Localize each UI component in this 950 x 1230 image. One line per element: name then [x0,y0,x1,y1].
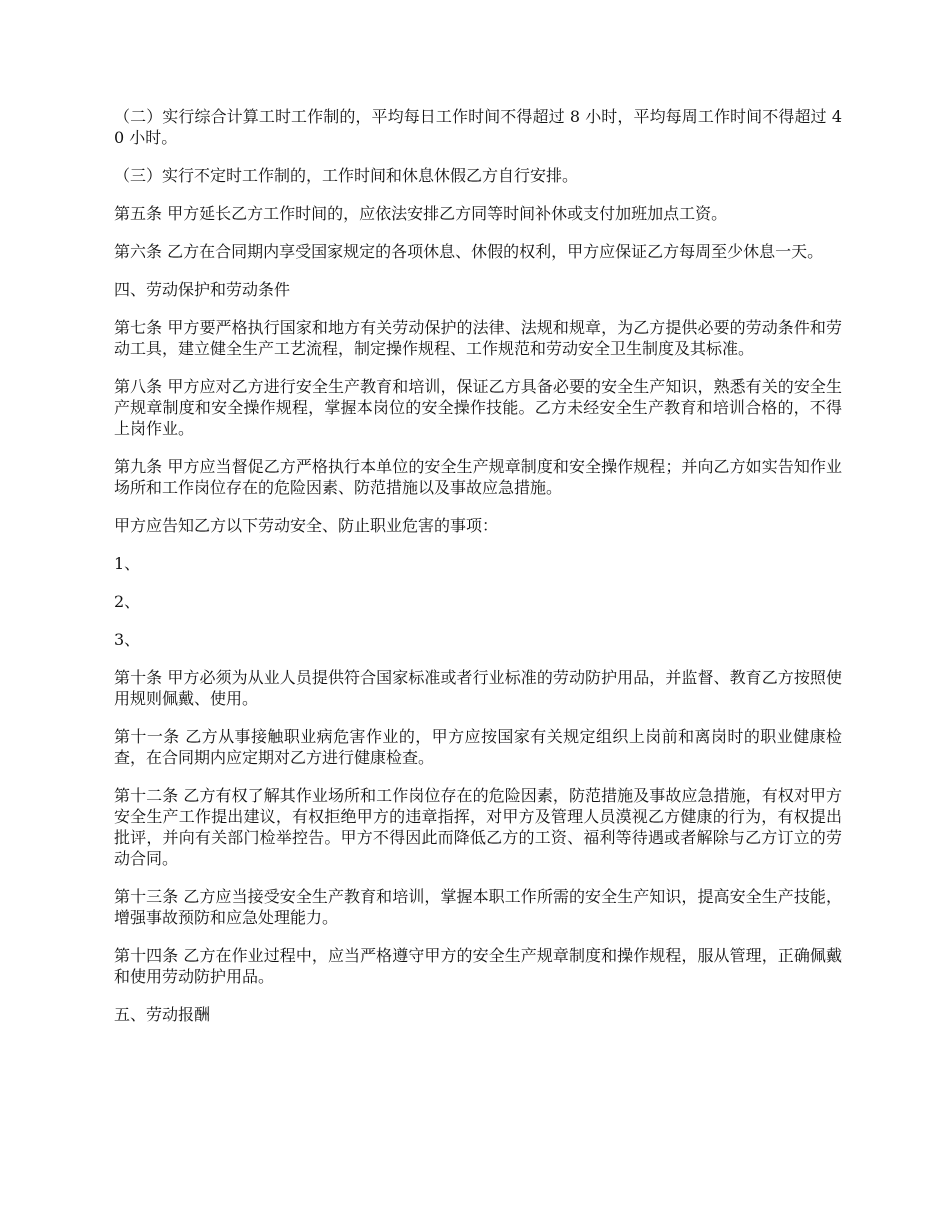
list-item-3: 3、 [114,630,141,649]
section-heading-labor-protection: 四、劳动保护和劳动条件 [114,280,291,299]
document-page [114,106,842,1042]
article-9: 第九条 甲方应当督促乙方严格执行本单位的安全生产规章制度和安全操作规程；并向乙方如实告知作业场所和工作岗位存在的危险因素、防范措施以及事故应急措施。 [114,457,842,497]
article-5: 第五条 甲方延长乙方工作时间的，应依法安排乙方同等时间补休或支付加班加点工资。 [114,204,728,223]
safety-notice-intro: 甲方应告知乙方以下劳动安全、防止职业危害的事项： [114,516,499,535]
paragraph-comprehensive-hours: （二）实行综合计算工时工作制的，平均每日工作时间不得超过 8 小时，平均每周工作时间不得超过 40 小时。 [114,107,842,147]
article-14: 第十四条 乙方在作业过程中，应当严格遵守甲方的安全生产规章制度和操作规程，服从管理，正确佩戴和使用劳动防护用品。 [114,946,842,986]
section-heading-remuneration: 五、劳动报酬 [114,1005,211,1024]
paragraph-flexible-hours: （三）实行不定时工作制的，工作时间和休息休假乙方自行安排。 [114,166,579,185]
article-10: 第十条 甲方必须为从业人员提供符合国家标准或者行业标准的劳动防护用品，并监督、教育乙方按照使用规则佩戴、使用。 [114,668,842,708]
article-7: 第七条 甲方要严格执行国家和地方有关劳动保护的法律、法规和规章，为乙方提供必要的劳动条件和劳动工具，建立健全生产工艺流程，制定操作规程、工作规范和劳动安全卫生制度及其标准。 [114,318,842,358]
article-12: 第十二条 乙方有权了解其作业场所和工作岗位存在的危险因素，防范措施及事故应急措施，有权对甲方安全生产工作提出建议，有权拒绝甲方的违章指挥，对甲方及管理人员漠视乙方健康的行为，有权提出批评，并向有关部门检举控告。甲方不得因此而降低乙方的工资、福利等待遇或者解除与乙方订立的劳动合同。 [114,786,842,868]
article-11: 第十一条 乙方从事接触职业病危害作业的，甲方应按国家有关规定组织上岗前和离岗时的职业健康检查，在合同期内应定期对乙方进行健康检查。 [114,727,842,767]
article-13: 第十三条 乙方应当接受安全生产教育和培训，掌握本职工作所需的安全生产知识，提高安全生产技能，增强事故预防和应急处理能力。 [114,887,842,927]
list-item-1: 1、 [114,554,141,573]
list-item-2: 2、 [114,592,141,611]
article-8: 第八条 甲方应对乙方进行安全生产教育和培训，保证乙方具备必要的安全生产知识，熟悉有关的安全生产规章制度和安全操作规程，掌握本岗位的安全操作技能。乙方未经安全生产教育和培训合格的，不得上岗作业。 [114,377,842,438]
article-6: 第六条 乙方在合同期内享受国家规定的各项休息、休假的权利，甲方应保证乙方每周至少休息一天。 [114,242,824,261]
